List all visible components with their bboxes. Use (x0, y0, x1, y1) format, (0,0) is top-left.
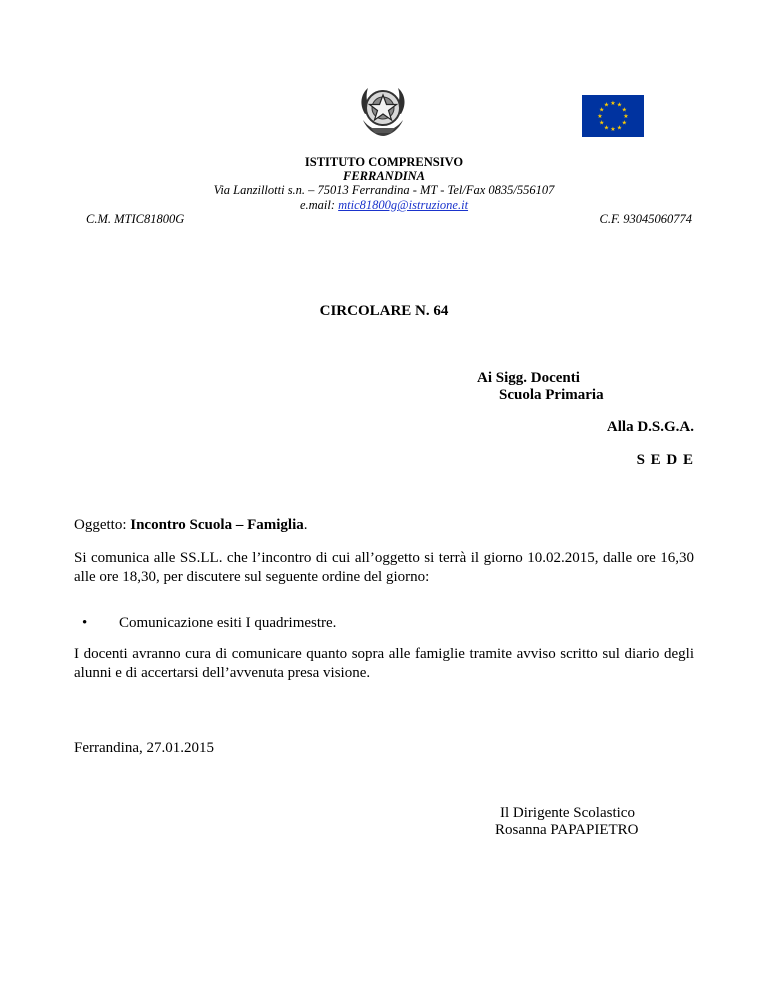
svg-text:★: ★ (621, 119, 627, 127)
institute-name: ISTITUTO COMPRENSIVO (304, 155, 464, 169)
place-date: Ferrandina, 27.01.2015 (74, 740, 214, 756)
svg-text:★: ★ (616, 101, 623, 109)
bullet-dot: • (82, 615, 88, 631)
svg-text:★: ★ (597, 113, 603, 120)
signature-role: Il Dirigente Scolastico (500, 805, 635, 821)
svg-text:★: ★ (599, 106, 605, 114)
circular-title: CIRCOLARE N. 64 (319, 303, 449, 319)
subject-end: . (303, 517, 308, 533)
svg-text:★: ★ (610, 126, 616, 133)
body-paragraph-1: Si comunica alle SS.LL. che l’incontro di cui all’oggetto si terrà il giorno 10.02.2015, dalle ore 16,30 alle ore 18,30, per discutere sul seguente ordine del giorno: (74, 550, 694, 585)
eu-flag-icon (582, 95, 644, 137)
school-code: C.M. MTIC81800G (86, 212, 185, 226)
email-link[interactable]: mtic81800g@istruzione.it (338, 198, 469, 212)
svg-text:★: ★ (616, 124, 623, 132)
subject-line (74, 516, 307, 535)
bullet-item-1: Comunicazione esiti I quadrimestre. (119, 615, 337, 631)
recipient-dsga: Alla D.S.G.A. (606, 419, 694, 435)
tax-code: C.F. 93045060774 (599, 212, 692, 226)
body-paragraph-2: I docenti avranno cura di comunicare quanto sopra alle famiglie tramite avviso scritto sul diario degli alunni e di accertarsi dell’avvenuta presa visione. (74, 646, 694, 681)
italian-republic-emblem-icon (355, 80, 411, 140)
svg-text:★: ★ (603, 101, 610, 109)
svg-text:★: ★ (610, 100, 616, 107)
subject-label: Oggetto: (74, 517, 127, 533)
recipient-teachers: Ai Sigg. Docenti (477, 370, 580, 386)
email-label: e.mail: (299, 198, 336, 212)
recipient-primary-school: Scuola Primaria (499, 387, 604, 403)
svg-text:★: ★ (599, 119, 605, 127)
subject-text: Incontro Scuola – Famiglia (130, 517, 304, 533)
svg-text:★: ★ (623, 113, 629, 120)
recipient-sede: S E D E (636, 452, 694, 468)
institute-town: FERRANDINA (343, 169, 425, 183)
institute-email-line (0, 198, 768, 212)
institute-address: Via Lanzillotti s.n. – 75013 Ferrandina - MT - Tel/Fax 0835/556107 (213, 183, 555, 197)
svg-text:★: ★ (621, 106, 627, 114)
signature-name: Rosanna PAPAPIETRO (495, 822, 639, 838)
svg-text:★: ★ (603, 124, 610, 132)
